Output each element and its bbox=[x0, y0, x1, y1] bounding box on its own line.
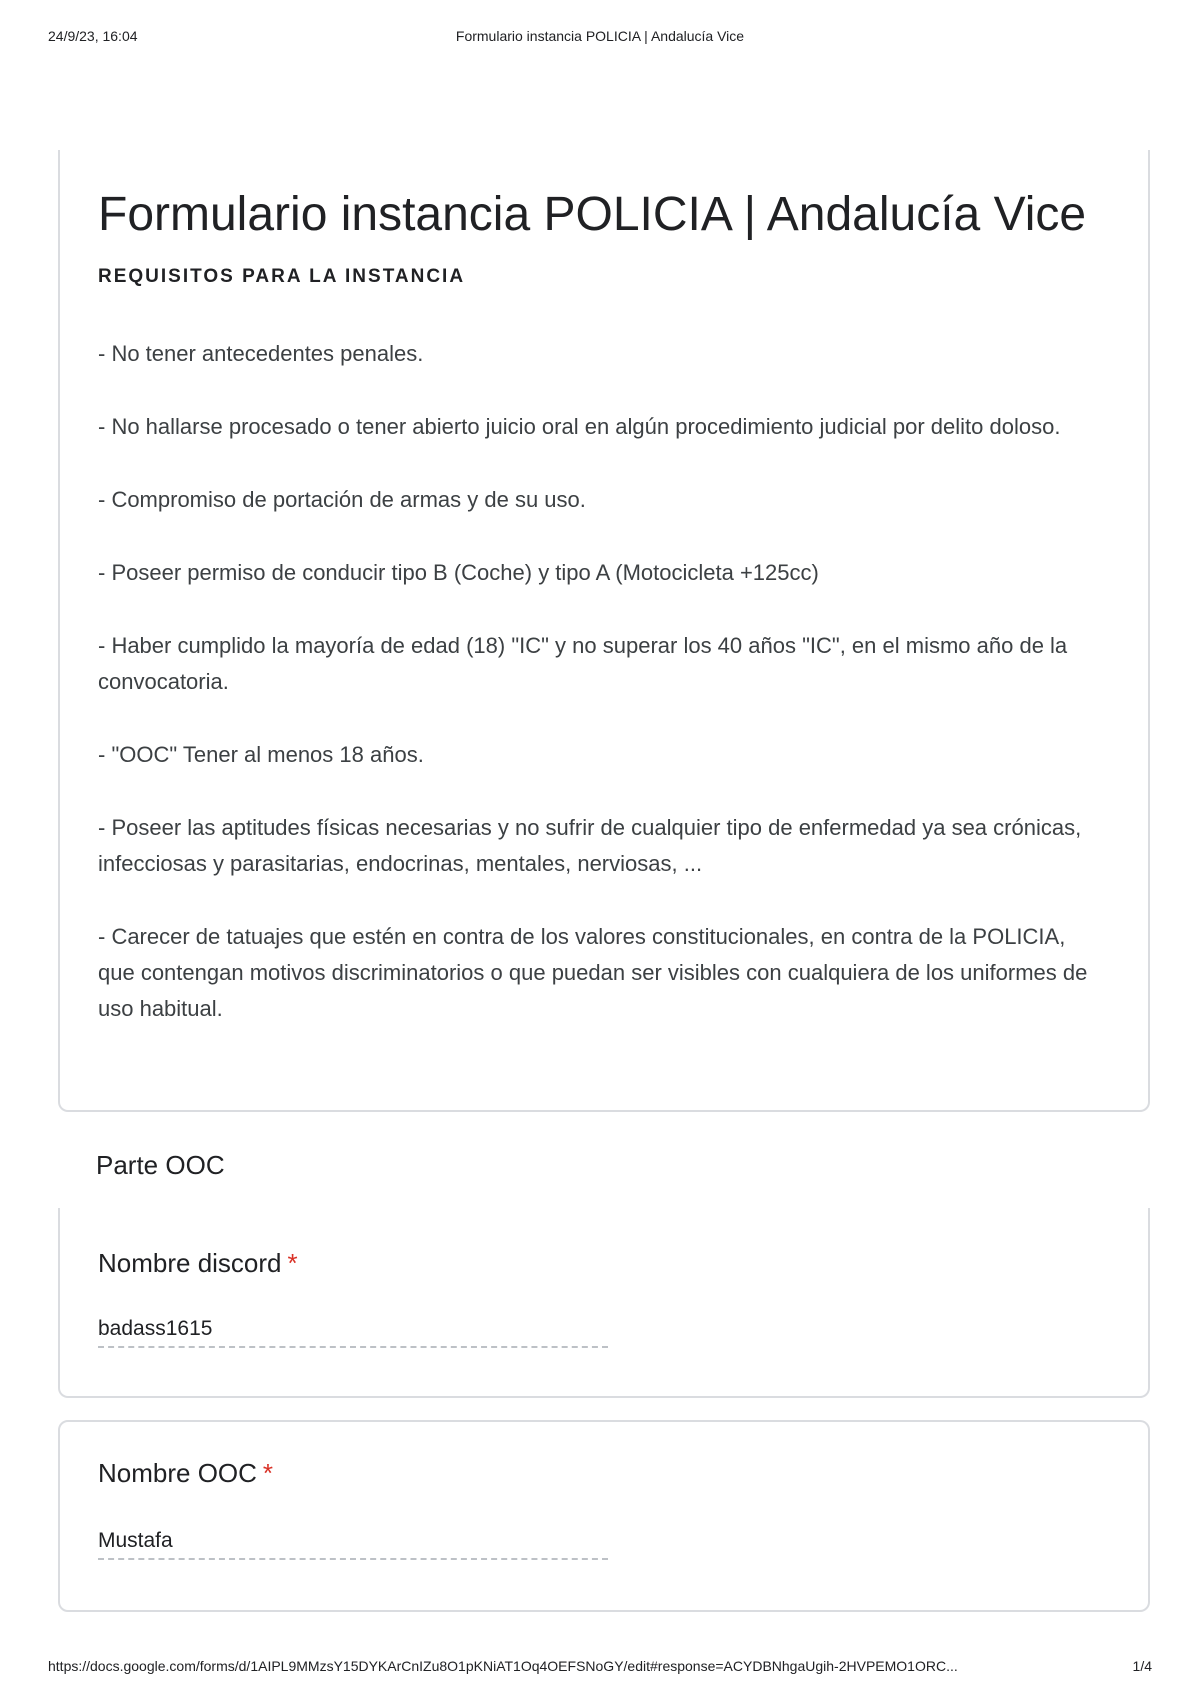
requirements-list bbox=[98, 336, 1108, 1064]
requirement-item: - Compromiso de portación de armas y de su uso. bbox=[98, 487, 586, 512]
print-url: https://docs.google.com/forms/d/1AIPL9MMzsY15DYKArCnIZu8O1pKNiAT1Oq4OEFSNoGY/edit#response=ACYDBNhgaUgih-2HVPEMO1ORC... bbox=[48, 1658, 958, 1674]
question-card-discord bbox=[58, 1208, 1150, 1398]
discord-name-field[interactable]: badass1615 bbox=[98, 1314, 608, 1348]
requirement-item: - Haber cumplido la mayoría de edad (18) "IC" y no superar los 40 años "IC", en el mismo año de la convocatoria. bbox=[98, 633, 1068, 694]
form-header-card bbox=[58, 150, 1150, 1112]
print-datetime: 24/9/23, 16:04 bbox=[48, 28, 138, 44]
ooc-name-field[interactable]: Mustafa bbox=[98, 1526, 608, 1560]
print-footer bbox=[48, 1658, 1152, 1678]
requirement-item: - Poseer permiso de conducir tipo B (Coche) y tipo A (Motocicleta +125cc) bbox=[98, 560, 819, 585]
question-card-ooc-name bbox=[58, 1420, 1150, 1612]
requirement-item: - "OOC" Tener al menos 18 años. bbox=[98, 742, 424, 767]
requirement-item: - Carecer de tatuajes que estén en contra de los valores constitucionales, en contra de la POLICIA, que contengan motivos discriminatorios o que puedan ser visibles con cualquiera de los uniformes de uso habitual. bbox=[98, 924, 1088, 1021]
section-title: Parte OOC bbox=[96, 1150, 225, 1180]
required-asterisk: * bbox=[262, 1458, 274, 1488]
required-asterisk: * bbox=[287, 1248, 298, 1278]
form-title: Formulario instancia POLICIA | Andalucía Vice bbox=[98, 188, 1087, 241]
requirement-item: - Poseer las aptitudes físicas necesarias y no sufrir de cualquier tipo de enfermedad ya sea crónicas, infecciosas y parasitarias, endocrinas, mentales, nerviosas, ... bbox=[98, 815, 1082, 876]
question-label bbox=[98, 1248, 298, 1279]
requirement-item: - No hallarse procesado o tener abierto juicio oral en algún procedimiento judicial por delito doloso. bbox=[98, 414, 1061, 439]
print-page-title: Formulario instancia POLICIA | Andalucía Vice bbox=[455, 28, 745, 44]
question-label bbox=[98, 1458, 273, 1489]
question-label-text: Nombre discord bbox=[98, 1248, 282, 1278]
requirement-item: - No tener antecedentes penales. bbox=[98, 341, 424, 366]
requirements-heading: REQUISITOS PARA LA INSTANCIA bbox=[98, 266, 466, 287]
print-header bbox=[48, 28, 1152, 48]
question-label-text: Nombre OOC bbox=[98, 1458, 257, 1488]
page-number: 1/4 bbox=[1132, 1658, 1152, 1674]
